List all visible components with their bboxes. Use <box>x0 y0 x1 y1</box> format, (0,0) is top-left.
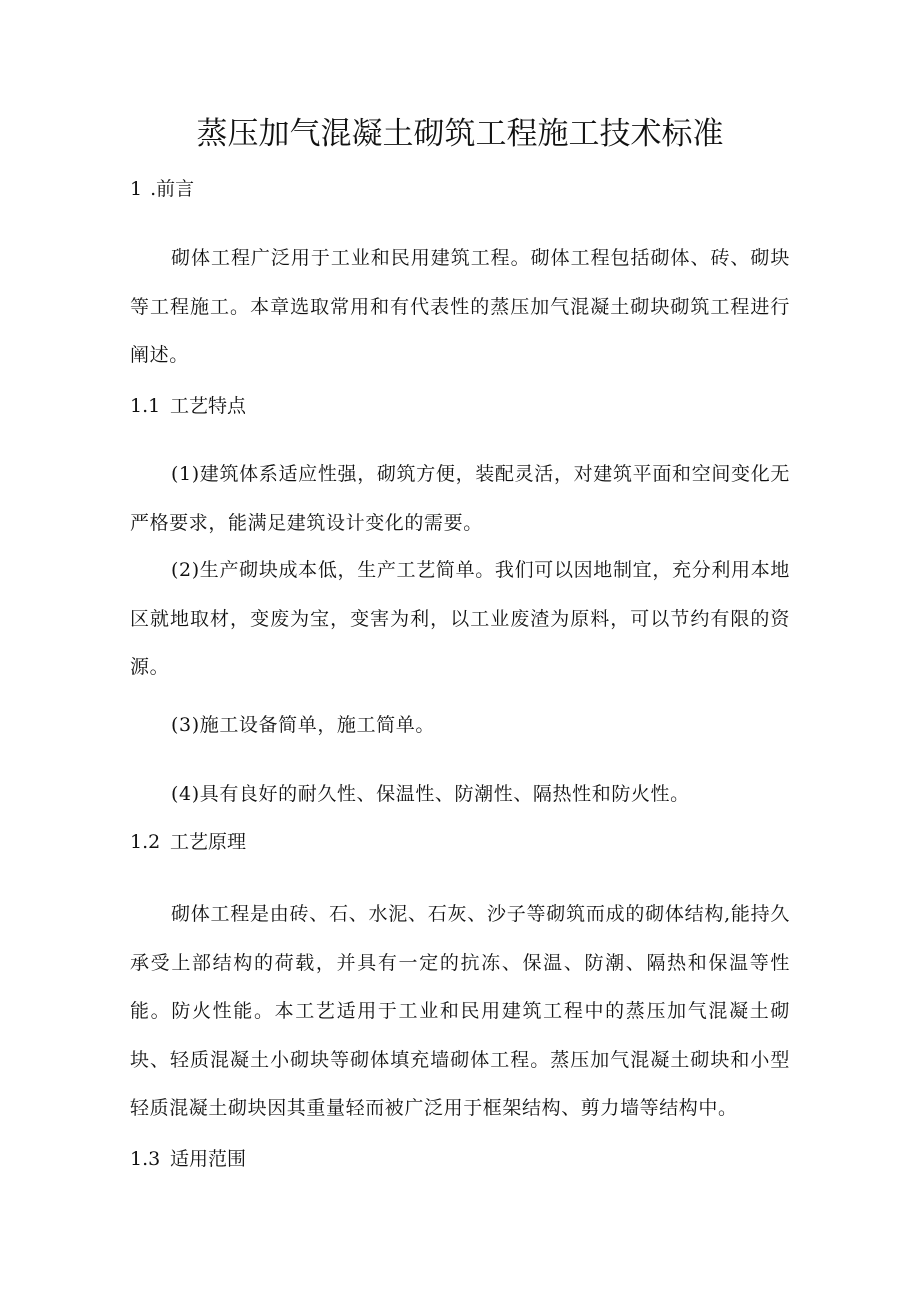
section-heading-principle <box>130 828 246 856</box>
section-heading-preface <box>130 175 194 203</box>
paragraph-feature-2: (2)生产砌块成本低，生产工艺简单。我们可以因地制宜，充分利用本地区就地取材，变废为宝，变害为利，以工业废渣为原料，可以节约有限的资源。 <box>130 559 790 678</box>
section-number: 1.1 <box>130 395 161 417</box>
paragraph-feature-1: (1)建筑体系适应性强，砌筑方便，装配灵活，对建筑平面和空间变化无严格要求，能满足建筑设计变化的需要。 <box>130 463 790 534</box>
section-number: 1.2 <box>130 831 161 853</box>
section-title: .前言 <box>150 178 195 200</box>
paragraph-intro: 砌体工程广泛用于工业和民用建筑工程。砌体工程包括砌体、砖、砌块等工程施工。本章选取常用和有代表性的蒸压加气混凝土砌块砌筑工程进行阐述。 <box>130 247 790 366</box>
section-title: 工艺原理 <box>170 831 247 853</box>
section-number: 1.3 <box>130 1148 161 1170</box>
paragraph-feature-3: (3)施工设备简单，施工简单。 <box>171 714 435 736</box>
paragraph-principle: 砌体工程是由砖、石、水泥、石灰、沙子等砌筑而成的砌体结构,能持久承受上部结构的荷载，并具有一定的抗冻、保温、防潮、隔热和保温等性能。防火性能。本工艺适用于工业和民用建筑工程中的蒸压加气混凝土砌块、轻质混凝土小砌块等砌体填充墙砌体工程。蒸压加气混凝土砌块和小型轻质混凝土砌块因其重量轻而被广泛用于框架结构、剪力墙等结构中。 <box>130 903 790 1119</box>
document-title: 蒸压加气混凝土砌筑工程施工技术标准 <box>196 116 724 152</box>
section-number: 1 <box>130 178 143 200</box>
section-heading-features <box>130 392 246 420</box>
section-title: 工艺特点 <box>170 395 247 417</box>
section-heading-scope <box>130 1145 246 1173</box>
paragraph-feature-4: (4)具有良好的耐久性、保温性、防潮性、隔热性和防火性。 <box>171 783 690 805</box>
section-title: 适用范围 <box>170 1148 247 1170</box>
